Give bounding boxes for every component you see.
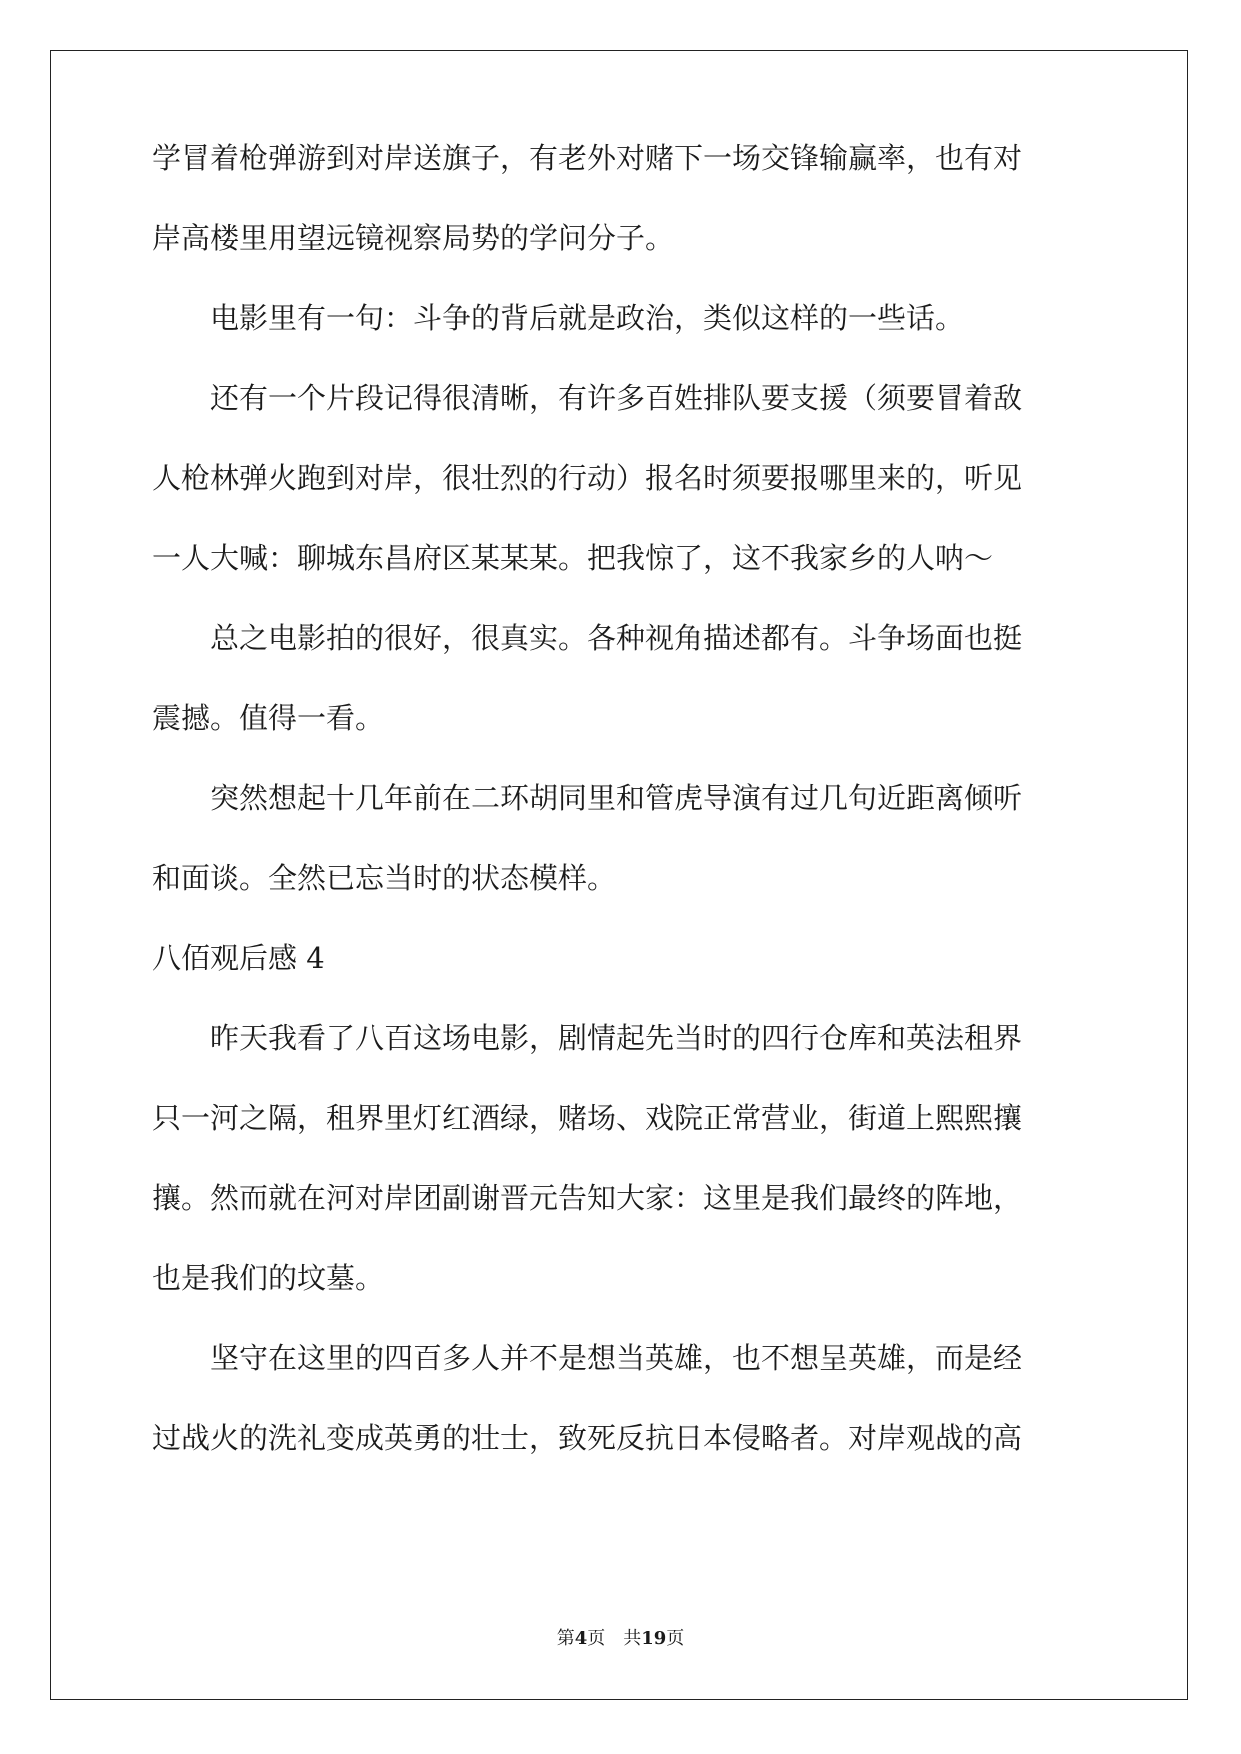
text-line: 总之电影拍的很好，很真实。各种视角描述都有。斗争场面也挺 <box>152 621 1023 655</box>
text-line: 岸高楼里用望远镜视察局势的学问分子。 <box>152 221 675 255</box>
text-line: 过战火的洗礼变成英勇的壮士，致死反抗日本侵略者。对岸观战的高 <box>152 1421 1023 1455</box>
page-total: 19 <box>641 1628 667 1649</box>
section-heading: 八佰观后感 4 <box>152 941 325 975</box>
footer-mid: 页 共 <box>587 1628 642 1649</box>
footer-suffix: 页 <box>666 1628 685 1649</box>
footer-prefix: 第 <box>556 1628 575 1649</box>
text-line: 昨天我看了八百这场电影，剧情起先当时的四行仓库和英法租界 <box>152 1021 1023 1055</box>
text-line: 攘。然而就在河对岸团副谢晋元告知大家：这里是我们最终的阵地， <box>152 1181 1023 1215</box>
text-line: 坚守在这里的四百多人并不是想当英雄，也不想呈英雄，而是经 <box>152 1341 1023 1375</box>
text-line: 电影里有一句：斗争的背后就是政治，类似这样的一些话。 <box>152 301 965 335</box>
text-line: 只一河之隔，租界里灯红酒绿，赌场、戏院正常营业，街道上熙熙攘 <box>152 1101 1023 1135</box>
page-number: 4 <box>574 1628 588 1649</box>
text-line: 和面谈。全然已忘当时的状态模样。 <box>152 861 617 895</box>
text-line: 突然想起十几年前在二环胡同里和管虎导演有过几句近距离倾听 <box>152 781 1023 815</box>
text-line: 震撼。值得一看。 <box>152 701 385 735</box>
text-line: 也是我们的坟墓。 <box>152 1261 385 1295</box>
page-footer <box>0 1624 1241 1650</box>
text-line: 一人大喊：聊城东昌府区某某某。把我惊了，这不我家乡的人呐～ <box>152 541 994 575</box>
document-body <box>152 141 1088 1478</box>
text-line: 人枪林弹火跑到对岸，很壮烈的行动）报名时须要报哪里来的，听见 <box>152 461 1023 495</box>
text-line: 还有一个片段记得很清晰，有许多百姓排队要支援（须要冒着敌 <box>152 381 1023 415</box>
text-line: 学冒着枪弹游到对岸送旗子，有老外对赌下一场交锋输赢率，也有对 <box>152 141 1023 175</box>
